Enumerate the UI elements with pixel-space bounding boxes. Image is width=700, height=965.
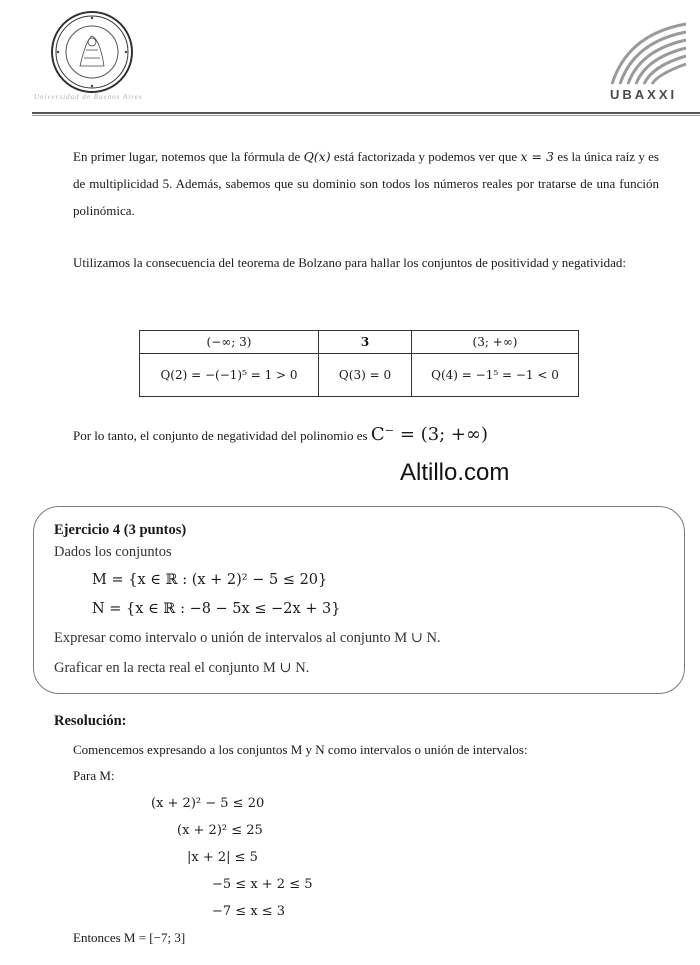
step-1: (x + 2)² − 5 ≤ 20 (151, 796, 265, 811)
exercise-task-1: Expresar como intervalo o unión de intervalos al conjunto M ∪ N. (54, 630, 441, 646)
intro-paragraph-1: En primer lugar, notemos que la fórmula de Q(x) está factorizada y podemos ver que x = 3 es la única raíz y es de multiplicidad 5. Además, sabemos que su dominio son todos los números reales por tratarse de una función polinómica. (73, 149, 659, 218)
table-header-interval-left: (−∞; 3) (140, 331, 319, 354)
step-5: −7 ≤ x ≤ 3 (212, 904, 286, 919)
table-header-interval-right: (3; +∞) (412, 331, 579, 354)
sign-table (139, 330, 579, 397)
resolution-result: Entonces M = [−7; 3] (73, 930, 186, 945)
conclusion-line: Por lo tanto, el conjunto de negatividad del polinomio es C⁻ = (3; +∞) (73, 424, 489, 445)
header-divider (32, 112, 700, 114)
ubaxxi-brand: UBAXXI (610, 87, 678, 102)
step-2: (x + 2)² ≤ 25 (177, 823, 263, 838)
header-divider-thin (32, 115, 700, 116)
university-seal-logo (50, 10, 134, 94)
exercise-title: Ejercicio 4 (3 puntos) (54, 522, 187, 538)
exercise-given: Dados los conjuntos (54, 544, 172, 560)
ubaxxi-arcs-logo (608, 20, 688, 86)
step-3: |x + 2| ≤ 5 (187, 850, 258, 865)
intro-paragraph-2: Utilizamos la consecuencia del teorema de Bolzano para hallar los conjuntos de positividad y negatividad: (73, 255, 627, 270)
step-4: −5 ≤ x + 2 ≤ 5 (212, 877, 313, 892)
table-cell-value-right: Q(4) = −1⁵ = −1 < 0 (412, 354, 579, 397)
set-m-definition: M = {x ∈ ℝ : (x + 2)² − 5 ≤ 20} (92, 572, 328, 588)
exercise-task-2: Graficar en la recta real el conjunto M ∪ N. (54, 660, 310, 676)
table-header-root: 3 (319, 331, 412, 354)
watermark: Altillo.com (400, 459, 510, 486)
negativity-set: C⁻ = (3; +∞) (370, 424, 489, 445)
table-cell-value-root: Q(3) = 0 (319, 354, 412, 397)
resolution-for-m: Para M: (73, 768, 115, 783)
seal-caption: Universidad de Buenos Aires (34, 93, 143, 101)
table-cell-value-left: Q(2) = −(−1)⁵ = 1 > 0 (140, 354, 319, 397)
resolution-title: Resolución: (54, 713, 127, 729)
resolution-intro: Comencemos expresando a los conjuntos M y N como intervalos o unión de intervalos: (73, 742, 528, 757)
set-n-definition: N = {x ∈ ℝ : −8 − 5x ≤ −2x + 3} (92, 601, 341, 617)
